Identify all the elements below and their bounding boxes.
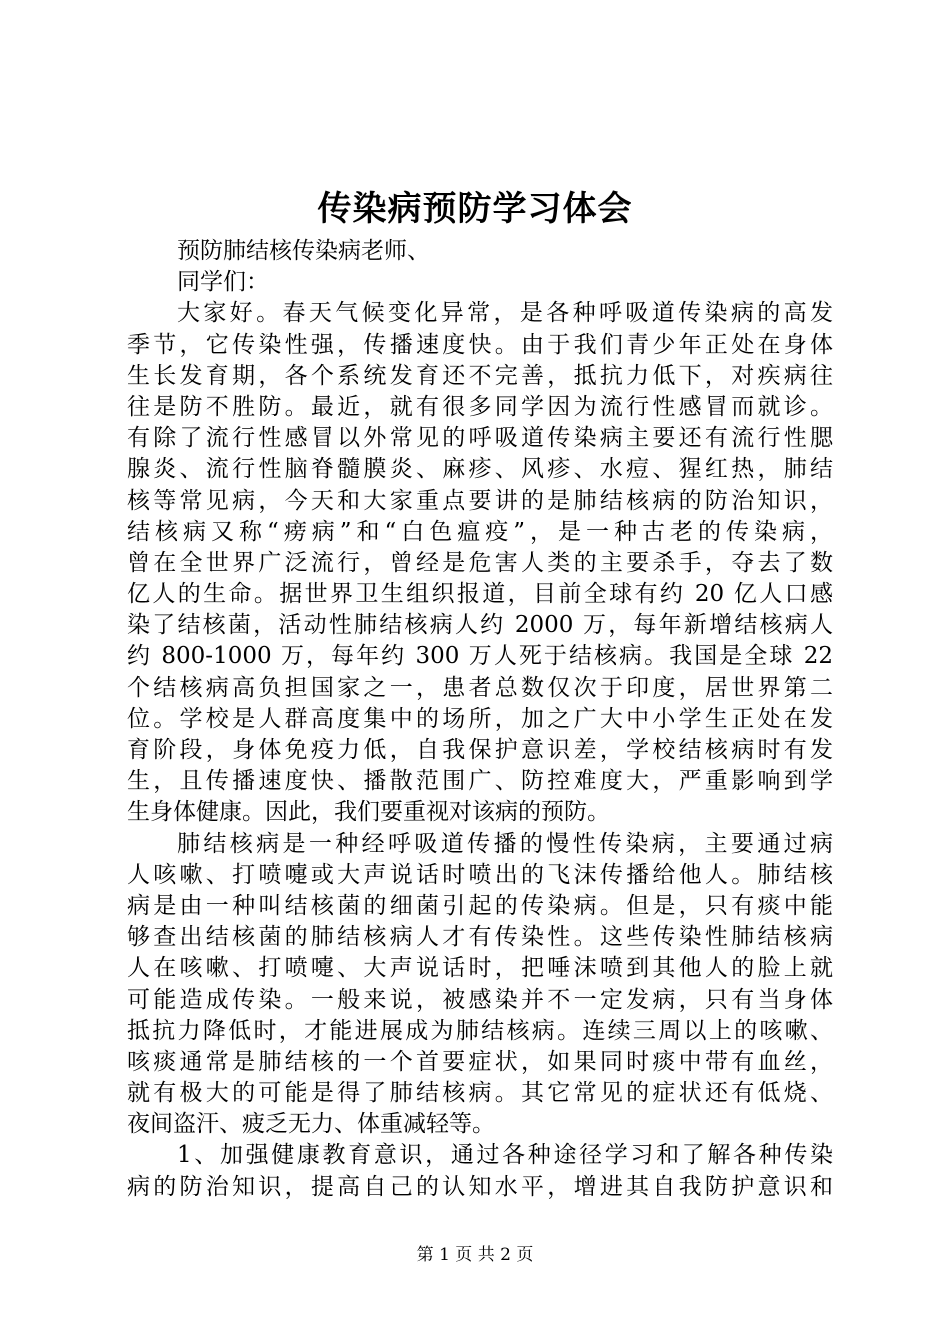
paragraph-2-line: 夜间盗汗、疲乏无力、体重减轻等。 [127, 1111, 495, 1138]
paragraph-1-line: 个结核病高负担国家之一，患者总数仅次于印度，居世界第二 [127, 674, 833, 701]
page-footer: 第 1 页 共 2 页 [416, 1245, 534, 1265]
paragraph-1-line: 核等常见病，今天和大家重点要讲的是肺结核病的防治知识， [127, 487, 833, 514]
paragraph-2-line: 咳痰通常是肺结核的一个首要症状，如果同时痰中带有血丝， [127, 1048, 833, 1075]
greeting-line: 预防肺结核传染病老师、 [177, 238, 430, 264]
paragraph-1-line: 腺炎、流行性脑脊髓膜炎、麻疹、风疹、水痘、猩红热，肺结 [127, 456, 833, 483]
paragraph-1-line: 育阶段，身体免疫力低，自我保护意识差，学校结核病时有发 [127, 737, 833, 763]
paragraph-2-line: 可能造成传染。一般来说，被感染并不一定发病，只有当身体 [127, 986, 833, 1013]
paragraph-2-line: 人在咳嗽、打喷嚏、大声说话时，把唾沫喷到其他人的脸上就 [127, 955, 833, 982]
paragraph-1-line: 曾在全世界广泛流行，曾经是危害人类的主要杀手，夺去了数 [127, 549, 833, 576]
paragraph-2-line: 够查出结核菌的肺结核病人才有传染性。这些传染性肺结核病 [127, 924, 833, 951]
paragraph-1-line: 生身体健康。因此，我们要重视对该病的预防。 [127, 799, 610, 826]
greeting-line: 同学们： [177, 269, 269, 296]
paragraph-1-line: 结核病又称“痨病”和“白色瘟疫”，是一种古老的传染病， [127, 518, 833, 545]
paragraph-1-line: 位。学校是人群高度集中的场所，加之广大中小学生正处在发 [127, 705, 833, 732]
document-body [127, 236, 833, 1203]
paragraph-2-line: 抵抗力降低时，才能进展成为肺结核病。连续三周以上的咳嗽、 [127, 1017, 833, 1044]
paragraph-2-line: 就有极大的可能是得了肺结核病。其它常见的症状还有低烧、 [127, 1080, 833, 1107]
paragraph-3-line: 1、加强健康教育意识，通过各种途径学习和了解各种传染 [177, 1142, 833, 1169]
paragraph-1-line: 亿人的生命。据世界卫生组织报道，目前全球有约 20 亿人口感 [127, 581, 833, 608]
paragraph-1-line: 约 800-1000 万，每年约 300 万人死于结核病。我国是全球 22 [127, 643, 833, 670]
paragraph-1-line: 染了结核菌，活动性肺结核病人约 2000 万，每年新增结核病人 [127, 612, 833, 639]
paragraph-2-line: 病是由一种叫结核菌的细菌引起的传染病。但是，只有痰中能 [127, 892, 833, 919]
paragraph-1-line: 季节，它传染性强，传播速度快。由于我们青少年正处在身体 [127, 331, 833, 358]
paragraph-1-line: 生长发育期，各个系统发育还不完善，抵抗力低下，对疾病往 [127, 362, 833, 389]
paragraph-1-line: 生，且传播速度快、播散范围广、防控难度大，严重影响到学 [127, 768, 833, 795]
paragraph-2-line: 肺结核病是一种经呼吸道传播的慢性传染病，主要通过病 [177, 830, 833, 857]
document-title: 传染病预防学习体会 [317, 189, 633, 229]
paragraph-1-line: 往是防不胜防。最近，就有很多同学因为流行性感冒而就诊。 [127, 393, 833, 420]
paragraph-3-line: 病的防治知识，提高自己的认知水平，增进其自我防护意识和 [127, 1173, 833, 1200]
paragraph-1-line: 大家好。春天气候变化异常，是各种呼吸道传染病的高发 [177, 300, 833, 327]
paragraph-2-line: 人咳嗽、打喷嚏或大声说话时喷出的飞沫传播给他人。肺结核 [127, 861, 833, 888]
paragraph-1-line: 有除了流行性感冒以外常见的呼吸道传染病主要还有流行性腮 [127, 425, 833, 452]
